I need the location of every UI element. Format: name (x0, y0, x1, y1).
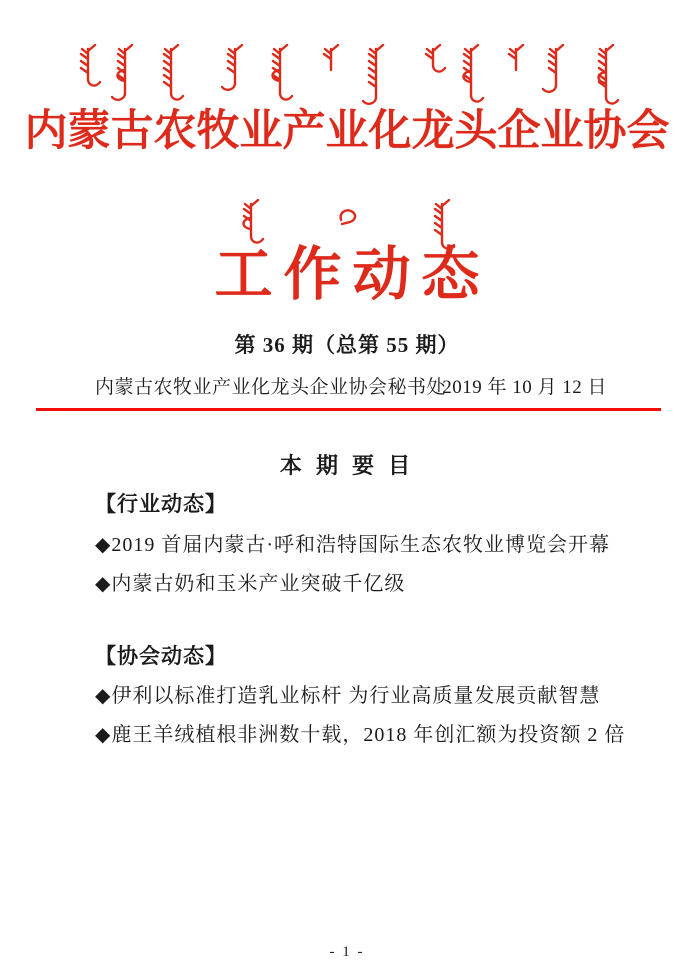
mongolian-word-glyph (502, 44, 532, 76)
publisher-name: 内蒙古农牧业产业化龙头企业协会秘书处 (95, 377, 447, 398)
issue-number: 第 36 期（总第 55 期） (234, 333, 460, 357)
toc-item-association-1: ◆伊利以标准打造乳业标杆 为行业高质量发展贡献智慧 (95, 685, 601, 707)
toc-item-industry-2: ◆内蒙古奶和玉米产业突破千亿级 (95, 573, 406, 595)
mongolian-word-glyph (111, 44, 141, 106)
mongolian-word-glyph (419, 44, 449, 78)
toc-title: 本 期 要 目 (279, 453, 415, 478)
toc-item-association-2: ◆鹿王羊绒植根非洲数十载，2018 年创汇额为投资额 2 倍 (95, 724, 626, 746)
section-heading-industry: 【行业动态】 (95, 493, 227, 516)
publisher-row (0, 372, 694, 396)
toc-item-industry-1: ◆2019 首届内蒙古·呼和浩特国际生态农牧业博览会开幕 (95, 534, 611, 556)
mongolian-word-glyph (221, 44, 251, 96)
mongolian-word-glyph (74, 44, 104, 92)
mongolian-word-glyph (237, 199, 267, 249)
mongolian-word-glyph (542, 44, 572, 98)
mongolian-word-glyph (317, 44, 347, 76)
bulletin-title: 工作动态 (214, 242, 491, 307)
publish-date: 2019 年 10 月 12 日 (442, 377, 607, 398)
mongolian-word-glyph (266, 44, 296, 106)
masthead-divider-rule (36, 408, 661, 411)
page-number: - 1 - (329, 944, 365, 960)
mongolian-word-glyph (157, 44, 187, 106)
mongolian-word-glyph (592, 44, 622, 110)
mongolian-word-glyph (362, 44, 392, 110)
mongolian-word-glyph (457, 44, 487, 108)
org-title: 内蒙古农牧业产业化龙头企业协会 (24, 108, 670, 155)
mongolian-word-glyph (338, 208, 368, 228)
section-heading-association: 【协会动态】 (95, 645, 227, 668)
mongolian-word-glyph (428, 199, 458, 255)
